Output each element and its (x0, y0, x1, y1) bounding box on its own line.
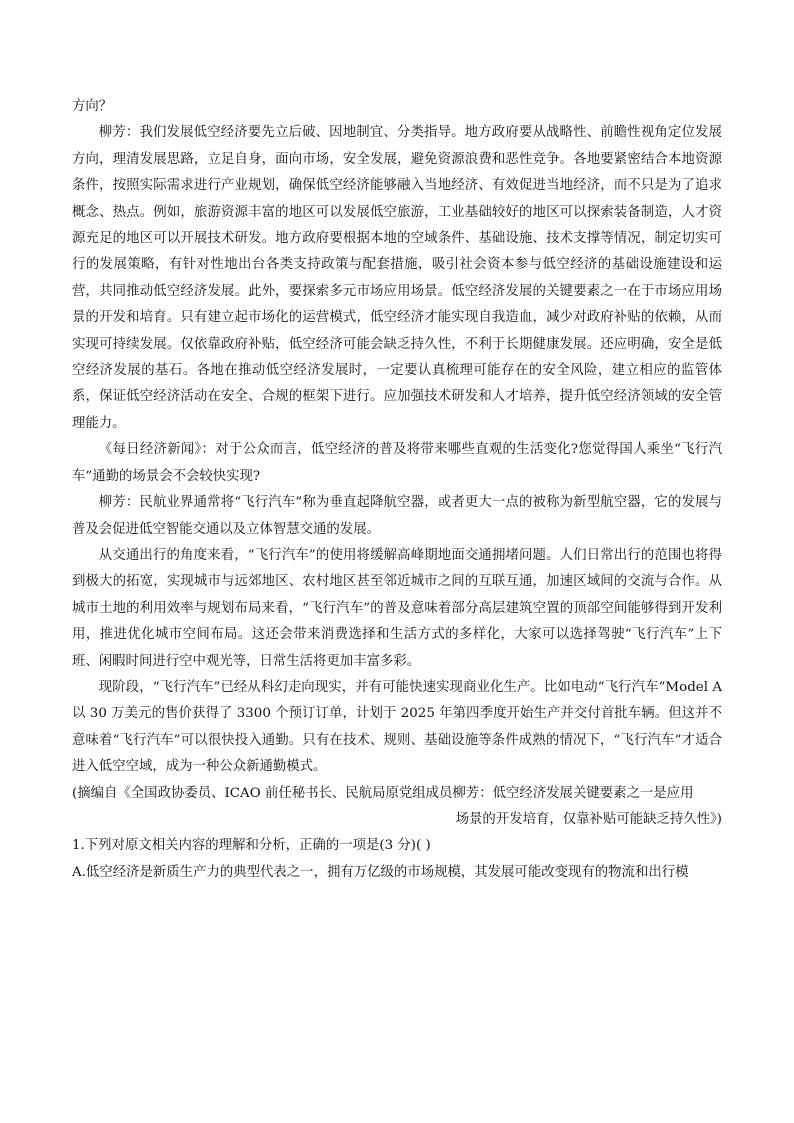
paragraph-interview-question: 《每日经济新闻》：对于公众而言，低空经济的普及将带来哪些直观的生活变化?您觉得国人乘坐“飞行汽车”通勤的场景会不会较快实现? (72, 442, 722, 484)
paragraph-intro-fragment: 方向？ (72, 99, 113, 114)
option-a: A.低空经济是新质生产力的典型代表之一，拥有万亿级的市场规模，其发展可能改变现有的物流和出行模 (72, 864, 689, 880)
citation-line-2: 场景的开发培育，仅靠补贴可能缺乏持久性》) (455, 811, 722, 827)
citation-line-1: (摘编自《全国政协委员、ICAO 前任秘书长、民航局原党组成员柳芳：低空经济发展关键要素之一是应用 (72, 785, 694, 801)
document-page (72, 94, 722, 886)
question-1: 1.下列对原文相关内容的理解和分析，正确的一项是(3 分)( ) (72, 838, 431, 854)
paragraph-liufang-answer-2: 柳芳：民航业界通常将“飞行汽车”称为垂直起降航空器，或者更大一点的被称为新型航空器，它的发展与普及会促进低空智能交通以及立体智慧交通的发展。 (72, 495, 722, 537)
paragraph-transport-perspective: 从交通出行的角度来看，“飞行汽车”的使用将缓解高峰期地面交通拥堵问题。人们日常出行的范围也将得到极大的拓宽，实现城市与远郊地区、农村地区甚至邻近城市之间的互联互通，加速区域间的交流与合作。从城市土地的利用效率与规划布局来看，“飞行汽车”的普及意味着部分高层建筑空置的顶部空间能够得到开发利用，推进优化城市空间布局。这还会带来消费选择和生活方式的多样化，大家可以选择驾驶“飞行汽车”上下班、闲暇时间进行空中观光等，日常生活将更加丰富多彩。 (72, 547, 722, 669)
paragraph-current-stage: 现阶段，“飞行汽车”已经从科幻走向现实，并有可能快速实现商业化生产。比如电动“飞行汽车”Model A 以 30 万美元的售价获得了 3300 个预订订单，计划于 2025 年第四季度开始生产并交付首批车辆。但这并不意味着“飞行汽车”可以很快投入通勤。只有在技术、规则、基础设施等条件成熟的情况下，“飞行汽车”才适合进入低空空域，成为一种公众新通勤模式。 (72, 679, 722, 775)
paragraph-liufang-answer-1: 柳芳：我们发展低空经济要先立后破、因地制宜、分类指导。地方政府要从战略性、前瞻性视角定位发展方向，理清发展思路，立足自身，面向市场，安全发展，避免资源浪费和恶性竞争。各地要紧密结合本地资源条件，按照实际需求进行产业规划，确保低空经济能够融入当地经济、有效促进当地经济，而不只是为了追求概念、热点。例如，旅游资源丰富的地区可以发展低空旅游，工业基础较好的地区可以探索装备制造，人才资源充足的地区可以开展技术研发。地方政府要根据本地的空域条件、基础设施、技术支撑等情况，制定切实可行的发展策略，有针对性地出台各类支持政策与配套措施，吸引社会资本参与低空经济的基础设施建设和运营，共同推动低空经济发展。此外，要探索多元市场应用场景。低空经济发展的关键要素之一在于市场应用场景的开发和培育。只有建立起市场化的运营模式，低空经济才能实现自我造血，减少对政府补贴的依赖，从而实现可持续发展。仅依靠政府补贴，低空经济可能会缺乏持久性，不利于长期健康发展。还应明确，安全是低空经济发展的基石。各地在推动低空经济发展时，一定要认真梳理可能存在的安全风险，建立相应的监管体系，保证低空经济活动在安全、合规的框架下进行。应加强技术研发和人才培养，提升低空经济领域的安全管理能力。 (72, 125, 722, 431)
